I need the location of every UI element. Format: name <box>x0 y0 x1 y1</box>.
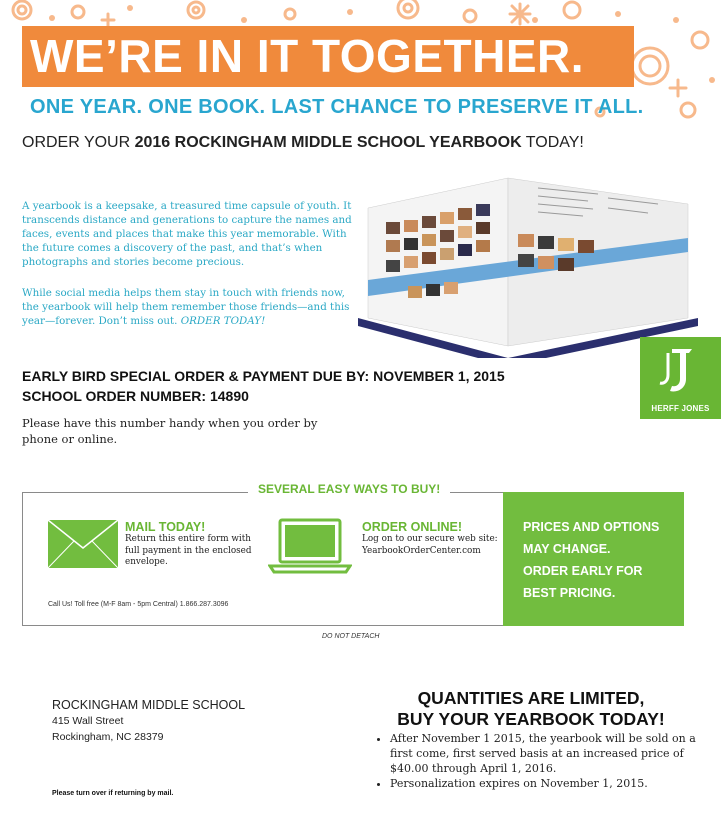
limited-bullets <box>372 731 700 791</box>
pricing-panel <box>503 492 684 626</box>
school-city: Rockingham, NC 28379 <box>52 731 164 743</box>
intro-paragraph-2-text: While social media helps them stay in touch with friends now, the yearbook will help them remember those friends—and this year—forever. Don’t miss out. <box>22 287 350 327</box>
order-title-post: TODAY! <box>521 134 584 151</box>
school-name: ROCKINGHAM MIDDLE SCHOOL <box>52 698 246 712</box>
order-number-note: Please have this number handy when you order by phone or online. <box>22 416 318 446</box>
pricing-line: MAY CHANGE. <box>523 542 611 556</box>
do-not-detach-note: DO NOT DETACH <box>322 633 380 640</box>
list-item: • Personalization expires on November 1, 2015. <box>390 776 700 791</box>
deadline-label: EARLY BIRD SPECIAL ORDER & PAYMENT DUE BY: <box>22 368 370 384</box>
order-title <box>22 134 584 152</box>
herff-jones-label: HERFF JONES <box>651 404 710 413</box>
intro-paragraph-1: A yearbook is a keepsake, a treasured time capsule of youth. It transcends distance and generations to capture the names and faces, events and places that make this year memorable. With the future comes a discovery of the past, and that’s when photographs and stories become precious. <box>22 200 352 268</box>
envelope-icon <box>48 520 118 568</box>
school-street: 415 Wall Street <box>52 715 124 727</box>
deadline-block <box>22 366 505 406</box>
order-number: 14890 <box>209 388 249 404</box>
order-number-label: SCHOOL ORDER NUMBER: <box>22 388 207 404</box>
intro-paragraph-2 <box>22 286 352 328</box>
limited-line-1: QUANTITIES ARE LIMITED, <box>417 688 645 708</box>
mail-description: Return this entire form with full payment in the enclosed envelope. <box>125 534 252 567</box>
phone-info: Call Us! Toll free (M-F 8am - 5pm Central) 1.866.287.3096 <box>48 601 229 608</box>
pricing-line: BEST PRICING. <box>523 586 616 600</box>
school-address <box>52 713 163 745</box>
online-description: Log on to our secure web site: YearbookOrderCenter.com <box>362 534 498 556</box>
subheadline: ONE YEAR. ONE BOOK. LAST CHANCE TO PRESERVE IT ALL. <box>30 96 644 118</box>
headline-text: WE’RE IN IT TOGETHER. <box>30 30 585 82</box>
herff-jones-mark-icon <box>640 341 721 403</box>
limited-line-2: BUY YOUR YEARBOOK TODAY! <box>397 709 665 729</box>
order-title-bold: 2016 ROCKINGHAM MIDDLE SCHOOL YEARBOOK <box>134 134 522 151</box>
list-item: • After November 1 2015, the yearbook will be sold on a first come, first served basis at an increased price of $40.00 through April 1, 2016. <box>390 731 700 776</box>
laptop-icon <box>268 518 352 574</box>
turnover-note: Please turn over if returning by mail. <box>52 790 174 797</box>
yearbook-image <box>358 168 698 358</box>
intro-cta: ORDER TODAY! <box>180 315 266 327</box>
order-title-pre: ORDER YOUR <box>22 134 135 151</box>
pricing-line: ORDER EARLY FOR <box>523 564 643 578</box>
mail-title: MAIL TODAY! <box>125 520 206 534</box>
herff-jones-logo <box>640 337 721 419</box>
ways-to-buy-title: SEVERAL EASY WAYS TO BUY! <box>248 482 450 496</box>
pricing-text <box>523 516 659 604</box>
pricing-line: PRICES AND OPTIONS <box>523 520 660 534</box>
limited-headline <box>370 688 692 730</box>
online-title: ORDER ONLINE! <box>362 520 462 534</box>
deadline-date: NOVEMBER 1, 2015 <box>373 368 505 384</box>
